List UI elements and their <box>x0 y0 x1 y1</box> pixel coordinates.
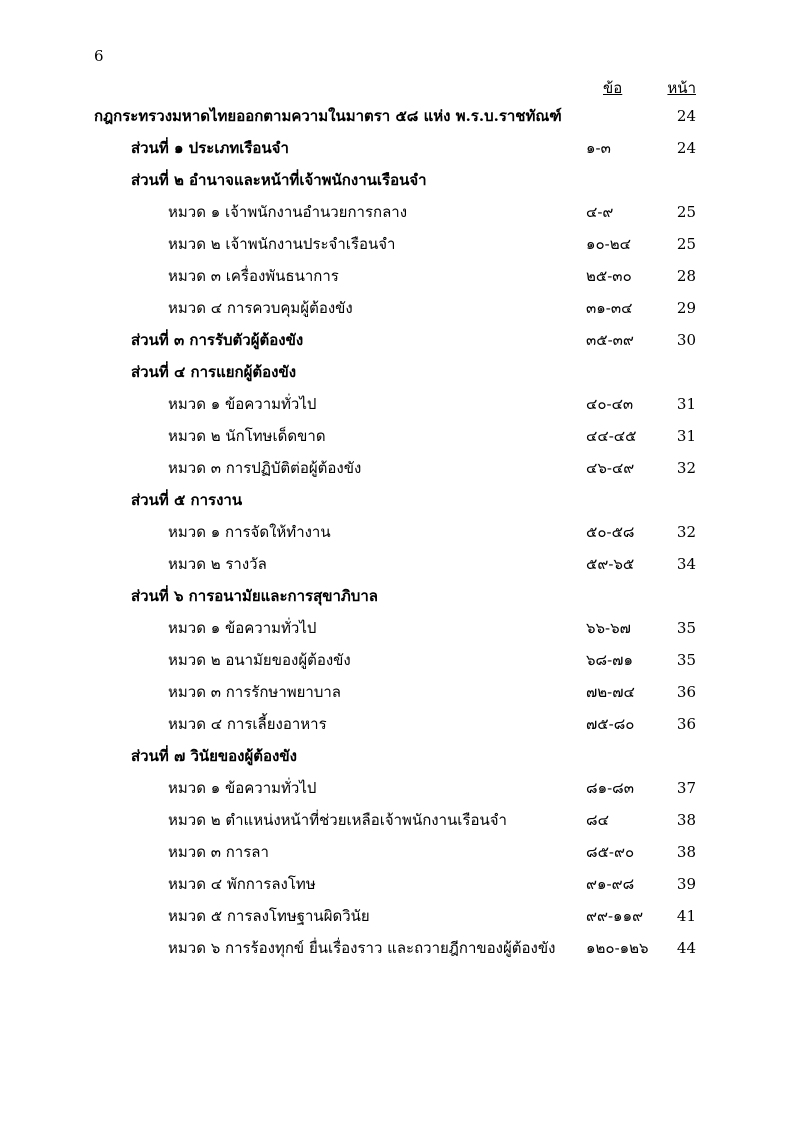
toc-entry <box>0 548 794 580</box>
toc-entry-title: ส่วนที่ ๕ การงาน <box>131 491 243 509</box>
toc-entry-title: หมวด ๓ การรักษาพยาบาล <box>168 683 341 701</box>
toc-entry-clause-range: ๔๔-๔๕ <box>586 427 637 445</box>
toc-entry-title: หมวด ๑ ข้อความทั่วไป <box>168 395 317 413</box>
toc-entry-page: 39 <box>676 875 696 893</box>
toc-entry <box>0 164 794 196</box>
toc-entry <box>0 452 794 484</box>
toc-entry-clause-range: ๔๐-๔๓ <box>586 395 634 413</box>
toc-entry <box>0 132 794 164</box>
toc-entry-clause-range: ๑๐-๒๔ <box>586 235 631 253</box>
toc-entry-clause-range: ๘๑-๘๓ <box>586 779 634 797</box>
toc-entry-title: หมวด ๕ การลงโทษฐานผิดวินัย <box>168 907 370 925</box>
toc-entry <box>0 260 794 292</box>
toc-entry-page: 30 <box>676 331 696 349</box>
toc-entry-page: 25 <box>676 203 696 221</box>
toc-entry-title: หมวด ๒ ตำแหน่งหน้าที่ช่วยเหลือเจ้าพนักงานเรือนจำ <box>168 811 507 829</box>
toc-entry-page: 31 <box>676 395 696 413</box>
toc-entry <box>0 324 794 356</box>
toc-entry-clause-range: ๓๕-๓๙ <box>586 331 634 349</box>
toc-entry <box>0 388 794 420</box>
toc-entry <box>0 100 794 132</box>
toc-entry-page: 35 <box>676 651 696 669</box>
toc-header <box>0 76 794 100</box>
toc-entry-clause-range: ๕๙-๖๕ <box>586 555 635 573</box>
toc-entry-clause-range: ๖๘-๗๑ <box>586 651 633 669</box>
toc-entry-page: 25 <box>676 235 696 253</box>
toc-entry-title: หมวด ๖ การร้องทุกข์ ยื่นเรื่องราว และถวายฎีกาของผู้ต้องขัง <box>168 939 556 957</box>
page-column-header: หน้า <box>667 79 696 97</box>
toc-entry-clause-range: ๗๒-๗๔ <box>586 683 635 701</box>
toc-entry-title: หมวด ๑ การจัดให้ทำงาน <box>168 523 331 541</box>
toc-entry-title: หมวด ๓ การปฏิบัติต่อผู้ต้องขัง <box>168 459 362 477</box>
toc-entry-page: 36 <box>676 683 696 701</box>
toc-entry-title: หมวด ๑ ข้อความทั่วไป <box>168 779 317 797</box>
table-of-contents <box>0 76 794 964</box>
toc-entry <box>0 484 794 516</box>
toc-entry-page: 35 <box>676 619 696 637</box>
toc-entry-title: หมวด ๓ การลา <box>168 843 269 861</box>
toc-entry-page: 34 <box>676 555 696 573</box>
toc-entry-title: ส่วนที่ ๒ อำนาจและหน้าที่เจ้าพนักงานเรือนจำ <box>131 171 427 189</box>
toc-entry <box>0 836 794 868</box>
toc-entry-clause-range: ๓๑-๓๔ <box>586 299 633 317</box>
toc-entry-title: หมวด ๒ รางวัล <box>168 555 267 573</box>
toc-entry-title: หมวด ๑ ข้อความทั่วไป <box>168 619 317 637</box>
toc-entry-page: 44 <box>676 939 696 957</box>
toc-entry <box>0 516 794 548</box>
toc-entry-page: 37 <box>676 779 696 797</box>
toc-entry-title: ส่วนที่ ๗ วินัยของผู้ต้องขัง <box>131 747 297 765</box>
toc-entry-clause-range: ๕๐-๕๘ <box>586 523 635 541</box>
toc-entry <box>0 868 794 900</box>
toc-entry <box>0 356 794 388</box>
toc-entry <box>0 644 794 676</box>
toc-entry <box>0 196 794 228</box>
toc-entry <box>0 900 794 932</box>
toc-entry-title: หมวด ๒ เจ้าพนักงานประจำเรือนจำ <box>168 235 396 253</box>
toc-entry <box>0 228 794 260</box>
toc-entry <box>0 740 794 772</box>
toc-entry-title: หมวด ๔ พักการลงโทษ <box>168 875 316 893</box>
toc-entry-clause-range: ๙๑-๙๘ <box>586 875 635 893</box>
toc-entry-clause-range: ๖๖-๖๗ <box>586 619 631 637</box>
toc-entry-page: 32 <box>676 523 696 541</box>
toc-entry <box>0 708 794 740</box>
toc-entry <box>0 420 794 452</box>
toc-entry-clause-range: ๘๕-๙๐ <box>586 843 635 861</box>
toc-entry-page: 24 <box>676 139 696 157</box>
toc-entry-page: 24 <box>676 107 696 125</box>
page-number: 6 <box>94 47 104 65</box>
toc-entry-page: 36 <box>676 715 696 733</box>
toc-entry-page: 32 <box>676 459 696 477</box>
clause-column-header: ข้อ <box>603 79 623 97</box>
toc-entries <box>0 100 794 964</box>
toc-entry <box>0 804 794 836</box>
toc-entry <box>0 580 794 612</box>
toc-entry-clause-range: ๒๕-๓๐ <box>586 267 632 285</box>
toc-entry-page: 28 <box>676 267 696 285</box>
toc-entry-clause-range: ๗๕-๘๐ <box>586 715 635 733</box>
toc-entry <box>0 932 794 964</box>
toc-entry-title: ส่วนที่ ๖ การอนามัยและการสุขาภิบาล <box>131 587 378 605</box>
toc-entry-page: 41 <box>676 907 696 925</box>
toc-entry <box>0 292 794 324</box>
toc-entry-clause-range: ๑๒๐-๑๒๖ <box>586 939 649 957</box>
toc-entry-title: หมวด ๒ นักโทษเด็ดขาด <box>168 427 326 445</box>
toc-entry-title: หมวด ๑ เจ้าพนักงานอำนวยการกลาง <box>168 203 408 221</box>
toc-entry-title: ส่วนที่ ๑ ประเภทเรือนจำ <box>131 139 289 157</box>
toc-entry-page: 29 <box>676 299 696 317</box>
toc-entry <box>0 676 794 708</box>
toc-entry-clause-range: ๙๙-๑๑๙ <box>586 907 644 925</box>
toc-entry-clause-range: ๑-๓ <box>586 139 611 157</box>
toc-entry-clause-range: ๔๖-๔๙ <box>586 459 635 477</box>
toc-entry-title: ส่วนที่ ๓ การรับตัวผู้ต้องขัง <box>131 331 304 349</box>
toc-entry-clause-range: ๘๔ <box>586 811 609 829</box>
toc-entry-title: หมวด ๓ เครื่องพันธนาการ <box>168 267 339 285</box>
toc-entry-page: 38 <box>676 843 696 861</box>
toc-entry-title: กฎกระทรวงมหาดไทยออกตามความในมาตรา ๕๘ แห่ง พ.ร.บ.ราชทัณฑ์ <box>94 107 562 125</box>
toc-entry-title: หมวด ๔ การควบคุมผู้ต้องขัง <box>168 299 353 317</box>
toc-entry <box>0 612 794 644</box>
toc-entry <box>0 772 794 804</box>
toc-entry-title: หมวด ๔ การเลี้ยงอาหาร <box>168 715 327 733</box>
toc-entry-page: 31 <box>676 427 696 445</box>
toc-entry-page: 38 <box>676 811 696 829</box>
toc-entry-title: หมวด ๒ อนามัยของผู้ต้องขัง <box>168 651 351 669</box>
toc-entry-title: ส่วนที่ ๔ การแยกผู้ต้องขัง <box>131 363 297 381</box>
toc-entry-clause-range: ๔-๙ <box>586 203 614 221</box>
